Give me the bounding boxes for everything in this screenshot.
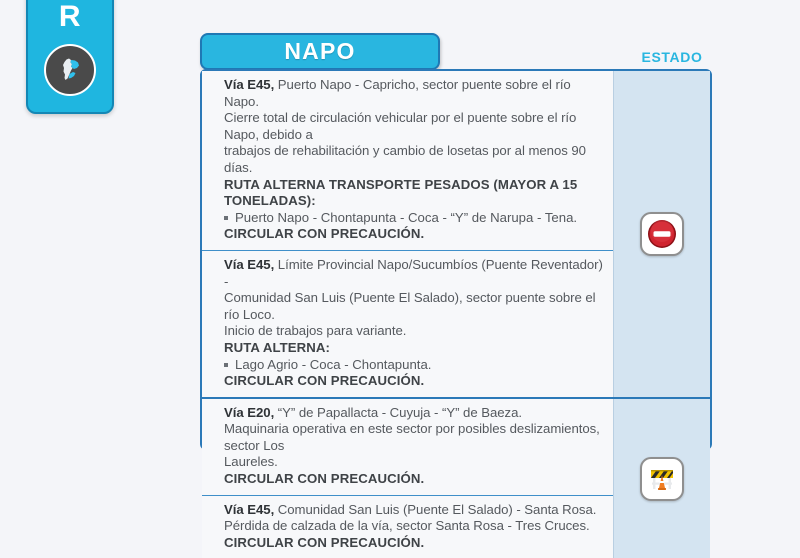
incident-notice-line: RUTA ALTERNA TRANSPORTE PESADOS (MAYOR A 15 TONELADAS): — [224, 176, 578, 209]
route-code: Vía E20, — [224, 404, 275, 420]
route-code: Vía E45, — [224, 256, 275, 272]
incident-group-rows — [202, 71, 613, 397]
incident-detail-line: trabajos de rehabilitación y cambio de losetas por al menos 90 días. — [224, 143, 586, 175]
route-description: Puerto Napo - Capricho, sector puente sobre el río Napo. — [224, 77, 571, 109]
incident-notice-line: CIRCULAR CON PRECAUCIÓN. — [224, 226, 425, 242]
incident-detail-line: Maquinaria operativa en este sector por posibles deslizamientos, sector Los — [224, 421, 600, 453]
incident-detail-line: Comunidad San Luis (Puente El Salado), sector puente sobre el río Loco. — [224, 290, 596, 322]
incident-notice-line: CIRCULAR CON PRECAUCIÓN. — [224, 373, 425, 389]
alternate-route-item: Lago Agrio - Coca - Chontapunta. — [224, 357, 603, 374]
incident-detail-line: Cierre total de circulación vehicular por el puente sobre el río Napo, debido a — [224, 110, 577, 142]
incident-detail-line: Pérdida de calzada de la vía, sector Santa Rosa - Tres Cruces. — [224, 518, 590, 534]
incident-detail-line: Laureles. — [224, 454, 278, 470]
route-description: Comunidad San Luis (Puente El Salado) - Santa Rosa. — [274, 501, 597, 517]
status-cell — [613, 399, 710, 558]
alternate-route-item: Puerto Napo - Chontapunta - Coca - “Y” de Narupa - Tena. — [224, 210, 603, 227]
incident-notice-line: CIRCULAR CON PRECAUCIÓN. — [224, 534, 425, 550]
incident-row[interactable] — [202, 399, 613, 495]
province-name: NAPO — [284, 38, 356, 64]
status-badge[interactable] — [640, 457, 684, 501]
construction-barrier-icon — [646, 463, 678, 495]
status-badge[interactable] — [640, 212, 684, 256]
route-code: Vía E45, — [224, 77, 275, 92]
incident-route-line — [224, 77, 603, 110]
brand-title: R — [58, 0, 82, 33]
brand-card — [26, 0, 114, 114]
status-cell — [613, 71, 710, 397]
status-column-header: ESTADO — [641, 49, 703, 65]
incident-group-rows — [202, 399, 613, 558]
incident-row[interactable] — [202, 495, 613, 558]
incident-notice-line: RUTA ALTERNA: — [224, 339, 331, 355]
incident-row[interactable] — [202, 250, 613, 397]
incident-detail-line: Inicio de trabajos para variante. — [224, 323, 407, 339]
no-entry-road-closed-icon — [646, 218, 678, 250]
incident-table — [200, 69, 712, 550]
province-header-tab[interactable] — [200, 33, 440, 70]
route-description: “Y” de Papallacta - Cuyuja - “Y” de Baeza. — [274, 404, 522, 420]
ecuador-map-icon — [44, 44, 96, 96]
route-code: Vía E45, — [224, 501, 275, 517]
incident-notice-line: CIRCULAR CON PRECAUCIÓN. — [224, 471, 425, 487]
incident-group — [202, 397, 710, 558]
route-description: Límite Provincial Napo/Sucumbíos (Puente Reventador) - — [224, 256, 603, 289]
incident-row[interactable] — [202, 71, 613, 250]
incident-route-line — [224, 257, 603, 290]
incident-route-line — [224, 405, 603, 422]
incident-group — [202, 71, 710, 397]
incident-route-line — [224, 502, 603, 519]
